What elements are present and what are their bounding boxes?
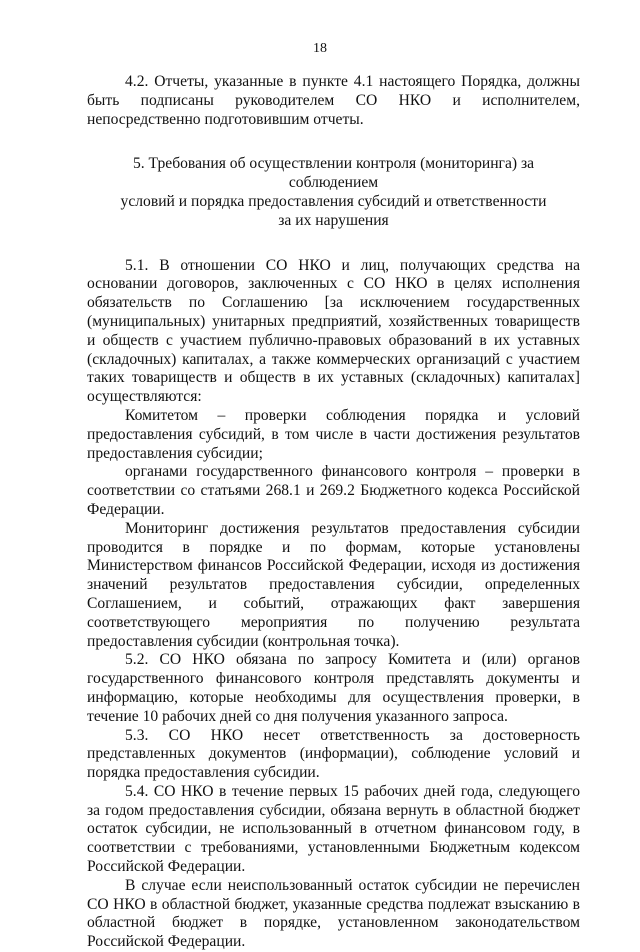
section-heading-line: условий и порядка предоставления субсидий и ответственности <box>120 192 547 210</box>
section-heading-line: за их нарушения <box>278 211 389 229</box>
paragraph-5-2: 5.2. СО НКО обязана по запросу Комитета и (или) органов государственного финансового контроля представлять документы и информацию, которые необходимы для осуществления проверки, в течение 10 рабочих дней со дня получения указанного запроса. <box>87 651 580 725</box>
paragraph-4-2: 4.2. Отчеты, указанные в пункте 4.1 настоящего Порядка, должны быть подписаны руководителем СО НКО и исполнителем, непосредственно подготовившим отчеты. <box>87 73 580 128</box>
paragraph-committee-checks: Комитетом – проверки соблюдения порядка и условий предоставления субсидий, в том числе в части достижения результатов предоставления субсидии; <box>87 406 580 462</box>
section-5-heading <box>87 155 580 230</box>
page-number: 18 <box>313 41 327 56</box>
paragraph-financial-control: органами государственного финансового контроля – проверки в соответствии со статьями 268.1 и 269.2 Бюджетного кодекса Российской Федерации. <box>87 463 580 518</box>
paragraph-5-4: 5.4. СО НКО в течение первых 15 рабочих дней года, следующего за годом предоставления субсидии, обязана вернуть в областной бюджет остаток субсидии, не использованный в отчетном финансовом году, в соответствии с требованиями, установленными Бюджетным кодексом Российской Федерации. <box>87 782 580 876</box>
paragraph-5-3: 5.3. СО НКО несет ответственность за достоверность представленных документов (информации), соблюдение условий и порядка предоставления субсидии. <box>87 726 580 782</box>
paragraph-monitoring: Мониторинг достижения результатов предоставления субсидии проводится в порядке и по формам, которые установлены Министерством финансов Российской Федерации, исходя из достижения значений результатов предоставления субсидии, определенных Соглашением, и событий, отражающих факт завершения соответствующего мероприятия по получению результата предоставления субсидии (контрольная точка). <box>87 519 580 650</box>
section-heading-line: 5. Требования об осуществлении контроля (мониторинга) за соблюдением <box>132 155 535 192</box>
paragraph-5-1: 5.1. В отношении СО НКО и лиц, получающих средства на основании договоров, заключенных с СО НКО в целях исполнения обязательств по Соглашению [за исключением государственных (муниципальных) унитарных предприятий, хозяйственных товариществ и обществ с участием публично-правовых образований в их уставных (складочных) капиталах, а также коммерческих организаций с участием таких товариществ и обществ в их уставных (складочных) капиталах] осуществляются: <box>87 256 580 406</box>
document-body <box>87 73 580 952</box>
paragraph-unused-balance: В случае если неиспользованный остаток субсидии не перечислен СО НКО в областной бюджет, указанные средства подлежат взысканию в областной бюджет в порядке, установленном законодательством Российской Федерации. <box>87 876 580 951</box>
